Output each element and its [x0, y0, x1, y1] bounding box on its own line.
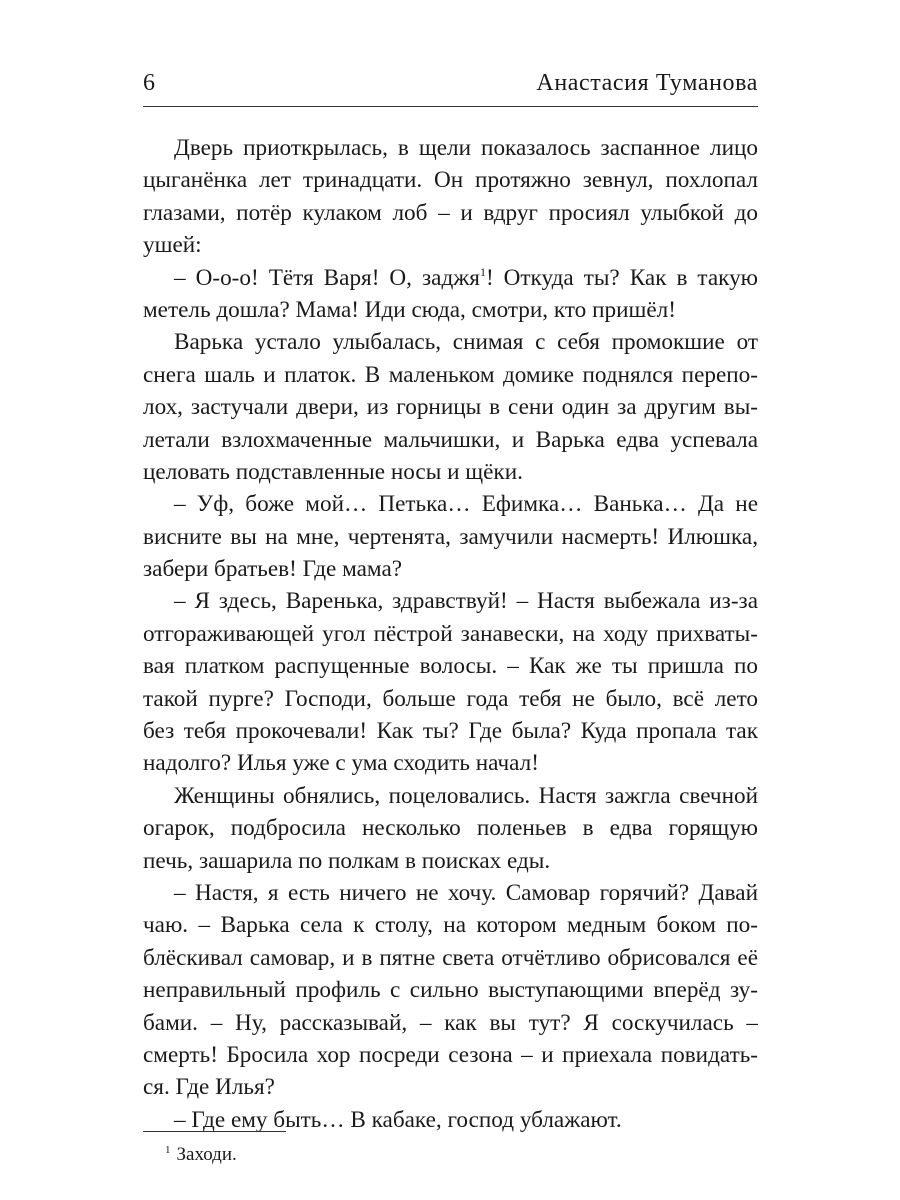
line-text-continued: ! Откуда ты? Как в такую: [485, 264, 758, 291]
text-line: [143, 164, 758, 196]
text-line: [143, 650, 758, 682]
text-line: [143, 845, 758, 877]
text-line: [143, 456, 758, 488]
line-text: – Уф, боже мой… Петька… Ефимка… Ванька… Да не: [174, 491, 758, 518]
text-line: [143, 521, 758, 553]
text-line: [143, 974, 758, 1006]
line-text: метель дошла? Мама! Иди сюда, смотри, кто пришёл!: [143, 296, 676, 323]
line-text: Женщины обнялись, поцеловались. Настя зажгла свечной: [174, 782, 758, 809]
line-text: печь, зашарила по полкам в поисках еды.: [143, 847, 551, 874]
text-line: [143, 585, 758, 617]
line-text: Варька устало улыбалась, снимая с себя промокшие от: [174, 329, 758, 356]
footnote-divider: [143, 1131, 286, 1132]
line-text: глазами, потёр кулаком лоб – и вдруг просиял улыбкой до: [143, 199, 758, 226]
line-text: смерть! Бросила хор посреди сезона – и приехала повидать-: [143, 1041, 758, 1068]
text-line: [143, 1007, 758, 1039]
text-line: [143, 877, 758, 909]
text-line: [143, 618, 758, 650]
text-line: [143, 132, 758, 164]
text-line: [143, 812, 758, 844]
line-text: отгораживающей угол пёстрой занавески, на ходу прихваты-: [143, 620, 758, 647]
text-line: [143, 294, 758, 326]
line-text: висните вы на мне, чертенята, замучили насмерть! Илюшка,: [143, 523, 758, 550]
text-line: [143, 909, 758, 941]
line-text: огарок, подбросила несколько поленьев в едва горящую: [143, 815, 758, 842]
line-text: вая платком распущенные волосы. – Как же ты пришла по: [143, 653, 758, 680]
line-text: – Я здесь, Варенька, здравствуй! – Настя выбежала из-за: [174, 588, 758, 615]
text-line: [143, 747, 758, 779]
text-line: [143, 262, 758, 294]
text-line: [143, 780, 758, 812]
line-text: цыганёнка лет тринадцати. Он протяжно зевнул, похлопал: [143, 167, 758, 194]
line-text: снега шаль и платок. В маленьком домике поднялся перепо-: [143, 361, 758, 388]
line-text: неправильный профиль с сильно выступающими вперёд зу-: [143, 977, 758, 1004]
line-text: – Где ему быть… В кабаке, господ ублажают.: [174, 1106, 622, 1133]
line-text: Дверь приоткрылась, в щели показалось заспанное лицо: [174, 135, 758, 161]
text-line: [143, 488, 758, 520]
line-text: блёскивал самовар, и в пятне света отчётливо обрисовался её: [143, 944, 758, 971]
footnote-reference: 1: [479, 264, 486, 279]
text-line: [143, 326, 758, 358]
line-text: надолго? Илья уже с ума сходить начал!: [143, 750, 539, 777]
text-line: [143, 683, 758, 715]
running-head-author: Анастасия Туманова: [536, 70, 758, 96]
line-text: – О-о-о! Тётя Варя! О, заджя: [174, 264, 480, 291]
line-text: целовать подставленные носы и щёки.: [143, 458, 523, 485]
line-text: лох, застучали двери, из горницы в сени один за другим вы-: [143, 394, 758, 421]
text-line: [143, 942, 758, 974]
page-number: 6: [143, 70, 155, 96]
line-text: летали взлохмаченные мальчишки, и Варька едва успевала: [143, 426, 758, 453]
text-line: [143, 197, 758, 229]
line-text: такой пурге? Господи, больше года тебя не было, всё лето: [143, 685, 758, 712]
text-line: [143, 424, 758, 456]
line-text: бами. – Ну, рассказывай, – как вы тут? Я соскучилась –: [143, 1009, 758, 1036]
footnote-marker: 1: [165, 1144, 171, 1156]
running-header: [143, 68, 758, 107]
text-line: [143, 1071, 758, 1103]
body-text: [143, 132, 758, 1136]
line-text: без тебя прокочевали! Как ты? Где была? Куда пропала так: [143, 718, 758, 745]
line-text: чаю. – Варька села к столу, на котором медным боком по-: [143, 912, 758, 939]
footnote: [165, 1144, 237, 1166]
text-line: [143, 1039, 758, 1071]
line-text: ся. Где Илья?: [143, 1074, 275, 1101]
text-line: [143, 391, 758, 423]
text-line: [143, 553, 758, 585]
line-text: – Настя, я есть ничего не хочу. Самовар горячий? Давай: [174, 879, 758, 906]
footnote-text: Заходи.: [176, 1144, 237, 1165]
line-text: забери братьев! Где мама?: [143, 556, 403, 583]
text-line: [143, 229, 758, 261]
text-line: [143, 715, 758, 747]
line-text: ушей:: [143, 232, 202, 259]
text-line: [143, 359, 758, 391]
